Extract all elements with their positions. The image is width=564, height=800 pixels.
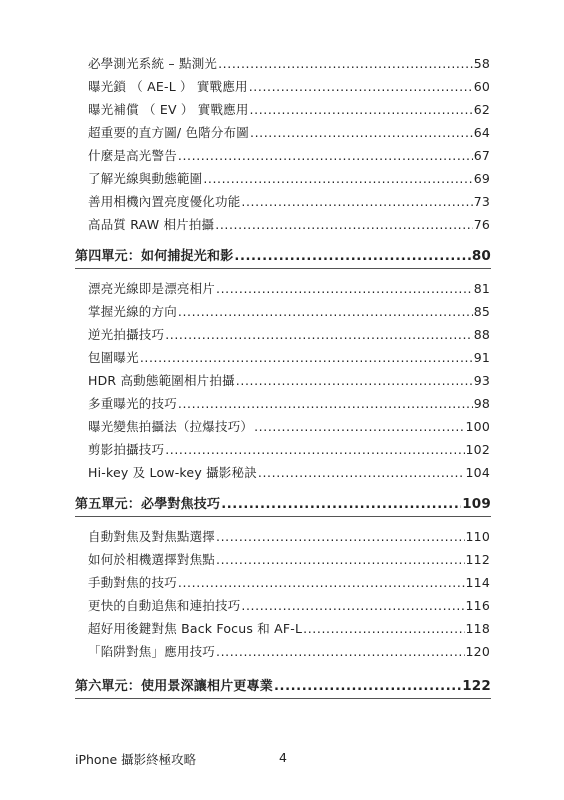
dot-leader [250, 127, 473, 140]
toc-entry-title: 多重曝光的技巧 [88, 395, 177, 411]
toc-entry-page: 88 [473, 326, 490, 342]
footer-book-title: iPhone 攝影終極攻略 [75, 752, 197, 767]
toc-entry-title: 曝光補償 （ EV ） 實戰應用 [88, 101, 249, 117]
dot-leader [303, 623, 464, 636]
toc-entry-title: 了解光線與動態範圍 [88, 170, 203, 186]
dot-leader [178, 306, 473, 319]
toc-entry-title: 自動對焦及對焦點選擇 [88, 528, 216, 544]
toc-entry-page: 81 [473, 280, 490, 296]
toc-unit-title: 第四單元：如何捕捉光和影 [75, 249, 234, 264]
toc-entry-title: 「陷阱對焦」應用技巧 [88, 643, 216, 659]
dot-leader [218, 58, 473, 71]
toc-entry-page: 120 [465, 643, 490, 659]
toc-entry-title: 高品質 RAW 相片拍攝 [88, 216, 215, 232]
toc-entry-page: 116 [465, 597, 490, 613]
dot-leader [178, 398, 473, 411]
dot-leader [221, 498, 461, 511]
toc-entry[interactable] [88, 211, 490, 231]
toc-entry[interactable] [88, 142, 490, 162]
section-divider [75, 698, 491, 699]
toc-entry[interactable] [88, 73, 490, 93]
toc-unit-page: 109 [462, 495, 491, 512]
toc-entry[interactable] [88, 298, 490, 318]
toc-entry-title: 掌握光線的方向 [88, 303, 177, 319]
toc-entry[interactable] [88, 50, 490, 70]
toc-entry-title: 善用相機內置亮度優化功能 [88, 193, 241, 209]
dot-leader [236, 375, 473, 388]
dot-leader [216, 554, 465, 567]
toc-entry-title: 如何於相機選擇對焦點 [88, 551, 216, 567]
dot-leader [234, 250, 470, 263]
dot-leader [165, 444, 464, 457]
toc-entry[interactable] [88, 615, 490, 635]
toc-entry[interactable] [88, 592, 490, 612]
toc-entry-page: 64 [473, 124, 490, 140]
toc-unit-title: 第五單元：必學對焦技巧 [75, 497, 221, 512]
toc-unit-title: 第六單元：使用景深讓相片更專業 [75, 679, 274, 694]
toc-entry-page: 62 [473, 101, 490, 117]
toc-entry-title: 逆光拍攝技巧 [88, 326, 165, 342]
toc-entry-title: 手動對焦的技巧 [88, 574, 177, 590]
toc-unit-heading[interactable] [75, 673, 491, 693]
toc-entry-page: 76 [473, 216, 490, 232]
toc-entry-title: 曝光變焦拍攝法（拉爆技巧） [88, 418, 254, 434]
toc-entry[interactable] [88, 546, 490, 566]
dot-leader [140, 352, 473, 365]
toc-entry-page: 69 [473, 170, 490, 186]
dot-leader [241, 600, 464, 613]
toc-entry-page: 60 [473, 78, 490, 94]
toc-entry[interactable] [88, 96, 490, 116]
toc-entry-title: 什麼是高光警告 [88, 147, 177, 163]
toc-entry-page: 104 [465, 464, 490, 480]
toc-entry[interactable] [88, 367, 490, 387]
dot-leader [274, 680, 461, 693]
dot-leader [203, 173, 472, 186]
toc-entry-title: 更快的自動追焦和連拍技巧 [88, 597, 241, 613]
toc-entry-title: 剪影拍攝技巧 [88, 441, 165, 457]
toc-unit-page: 80 [471, 247, 491, 264]
toc-entry-page: 98 [473, 395, 490, 411]
toc-entry[interactable] [88, 188, 490, 208]
dot-leader [249, 81, 473, 94]
toc-entry[interactable] [88, 459, 490, 479]
toc-entry-page: 112 [465, 551, 490, 567]
dot-leader [178, 577, 465, 590]
dot-leader [254, 421, 464, 434]
toc-unit-heading[interactable] [75, 243, 491, 263]
dot-leader [165, 329, 472, 342]
toc-entry-page: 100 [465, 418, 490, 434]
section-divider [75, 516, 491, 517]
dot-leader [258, 467, 465, 480]
toc-entry[interactable] [88, 344, 490, 364]
toc-entry[interactable] [88, 119, 490, 139]
dot-leader [216, 646, 465, 659]
toc-entry[interactable] [88, 165, 490, 185]
toc-entry-title: 曝光鎖 （ AE-L ） 實戰應用 [88, 78, 248, 94]
toc-entry[interactable] [88, 321, 490, 341]
toc-entry-page: 58 [473, 55, 490, 71]
footer-page-number: 4 [279, 750, 287, 765]
dot-leader [216, 283, 473, 296]
dot-leader [215, 219, 472, 232]
toc-entry-title: HDR 高動態範圍相片拍攝 [88, 372, 235, 388]
toc-entry-page: 118 [465, 620, 490, 636]
toc-entry-title: 包圍曝光 [88, 349, 139, 365]
toc-entry-page: 110 [465, 528, 490, 544]
dot-leader [250, 104, 473, 117]
toc-entry[interactable] [88, 413, 490, 433]
toc-entry-title: 超好用後鍵對焦 Back Focus 和 AF-L [88, 620, 303, 636]
toc-entry[interactable] [88, 275, 490, 295]
toc-entry-page: 114 [465, 574, 490, 590]
toc-entry[interactable] [88, 569, 490, 589]
toc-entry-title: 超重要的直方圖/ 色階分布圖 [88, 124, 249, 140]
toc-entry-page: 102 [465, 441, 490, 457]
toc-entry-page: 73 [473, 193, 490, 209]
toc-entry[interactable] [88, 436, 490, 456]
section-divider [75, 268, 491, 269]
toc-entry[interactable] [88, 390, 490, 410]
toc-unit-heading[interactable] [75, 491, 491, 511]
toc-entry[interactable] [88, 523, 490, 543]
dot-leader [178, 150, 473, 163]
dot-leader [216, 531, 465, 544]
toc-unit-page: 122 [462, 677, 491, 694]
toc-entry-title: 必學測光系統 – 點測光 [88, 55, 218, 71]
toc-entry-title: Hi-key 及 Low-key 攝影秘訣 [88, 464, 257, 480]
toc-entry-page: 67 [473, 147, 490, 163]
toc-entry-page: 93 [473, 372, 490, 388]
dot-leader [241, 196, 472, 209]
toc-entry-page: 85 [473, 303, 490, 319]
toc-entry-page: 91 [473, 349, 490, 365]
toc-entry[interactable] [88, 638, 490, 658]
toc-entry-title: 漂亮光線即是漂亮相片 [88, 280, 216, 296]
